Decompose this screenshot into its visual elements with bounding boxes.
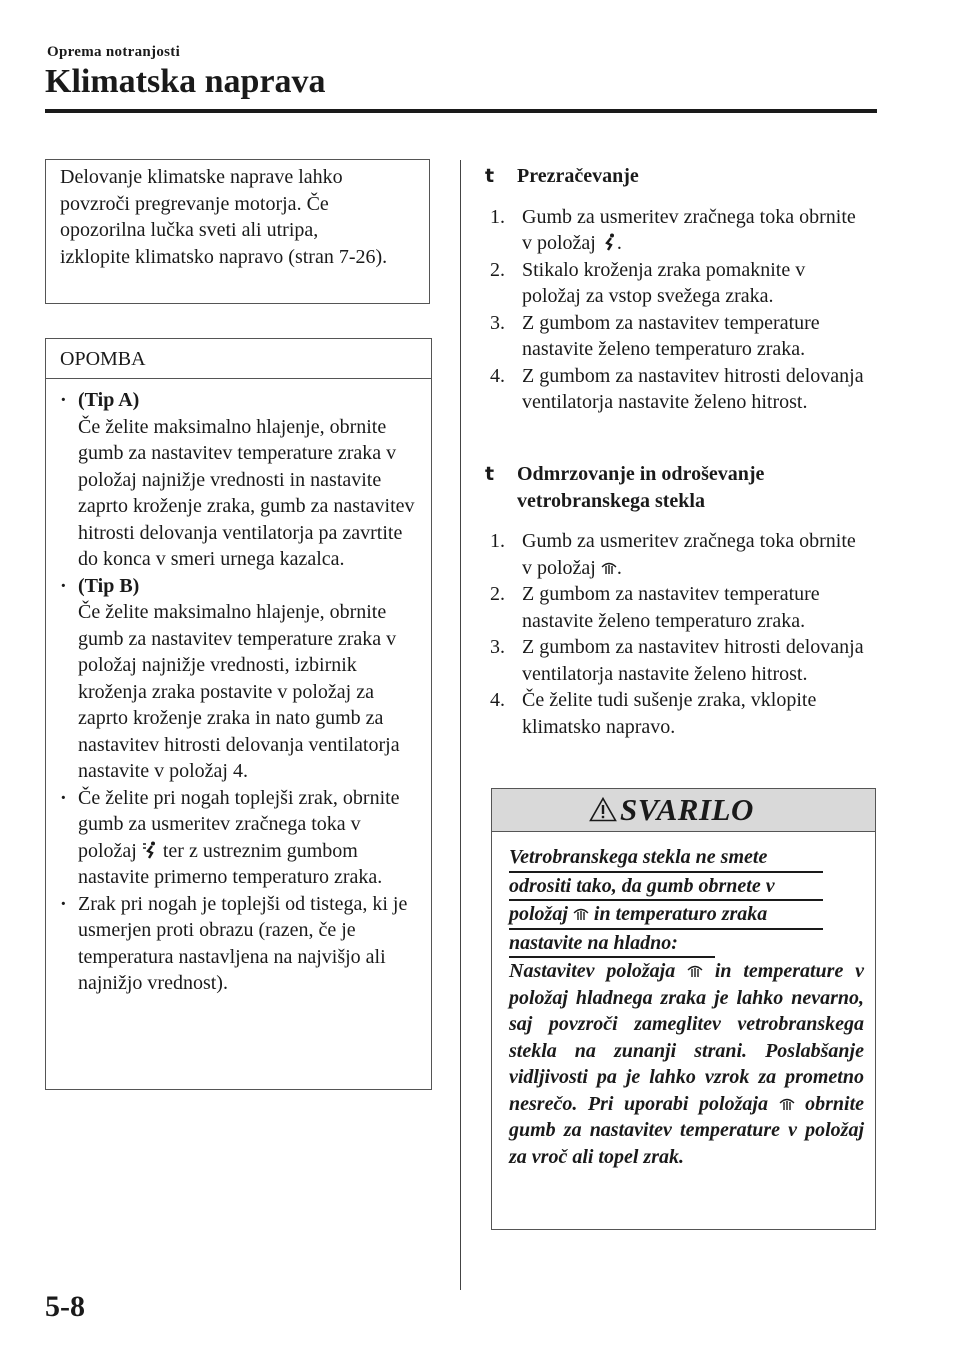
note-box xyxy=(45,338,432,1090)
bullet-dot: · xyxy=(60,786,67,809)
step-number: 4. xyxy=(490,689,505,711)
section-title: Prezračevanje xyxy=(517,165,639,187)
step-number: 1. xyxy=(490,530,505,552)
note-title: OPOMBA xyxy=(60,348,146,370)
warning-line: nastavite na hladno: xyxy=(509,930,715,959)
step-item xyxy=(485,310,865,363)
bullet-dot: · xyxy=(60,574,67,597)
step-item xyxy=(485,204,865,257)
step-text: Gumb za usmeritev zračnega toka obrnite v položaj xyxy=(522,205,856,254)
note-item-text: Če želite pri nogah toplejši zrak, obrnite gumb za usmeritev zračnega toka v položaj xyxy=(78,786,400,862)
warning-body xyxy=(509,844,864,1170)
windshield-defrost-icon xyxy=(687,961,703,979)
caution-box xyxy=(45,159,430,304)
warning-header xyxy=(492,789,875,832)
bullet-dot: · xyxy=(60,389,67,411)
warning-line: odrositi tako, da gumb obrnete v xyxy=(509,873,823,902)
header-rule xyxy=(45,109,877,113)
step-number: 3. xyxy=(490,311,505,334)
note-item-text: Če želite maksimalno hlajenje, obrnite gumb za nastavitev temperature zraka v položaj najnižje vrednosti, izbirnik kroženja zraka postavite v položaj za zaprto kroženje zraka in nato gumb za nastavitev hitrosti delovanja ventilatorja nastavite v položaj 4. xyxy=(78,601,400,782)
step-text: Z gumbom za nastavitev hitrosti delovanja ventilatorja nastavite želeno hitrost. xyxy=(522,364,864,413)
step-number: 4. xyxy=(490,364,505,387)
windshield-defrost-icon xyxy=(779,1094,795,1112)
warning-text: obrnite gumb za nastavitev temperature v položaj za vroč ali topel zrak. xyxy=(509,1092,865,1168)
feet-airflow-icon xyxy=(601,233,617,251)
step-number: 3. xyxy=(490,636,505,658)
warning-line: Vetrobranskega stekla ne smete xyxy=(509,844,823,873)
step-text: Stikalo kroženja zraka pomaknite v položaj za vstop svežega zraka. xyxy=(522,258,806,307)
warning-text: Nastavitev položaja xyxy=(509,960,676,982)
warning-text: položaj xyxy=(509,903,568,925)
step-item xyxy=(485,363,865,416)
defrost-section xyxy=(485,461,865,740)
caution-text: Delovanje klimatske naprave lahko povzroči pregrevanje motorja. Če opozorilna lučka sveti ali utripa, izklopite klimatsko napravo (stran 7-26). xyxy=(60,166,388,268)
feet-defrost-icon xyxy=(142,841,158,859)
note-item-text: ter z ustreznim gumbom nastavite primerno temperaturo zraka. xyxy=(78,839,383,888)
page-number: 5-8 xyxy=(45,1290,85,1323)
warning-line xyxy=(509,901,823,930)
step-number: 2. xyxy=(490,583,505,605)
step-item xyxy=(485,528,865,581)
section-marker: t xyxy=(485,165,495,187)
step-text: . xyxy=(616,232,622,254)
step-item xyxy=(485,257,865,310)
note-body xyxy=(60,387,422,997)
note-item xyxy=(60,573,422,785)
warning-text: in temperature v položaj hladnega zraka je lahko nevarno, saj povzroči zameglitev vetrobranskega stekla na zunanji strani. Poslabšanje vidljivosti pa je lahko vzrok za prometno nesrečo. Pri uporabi položaja xyxy=(509,960,865,1115)
step-text: . xyxy=(616,556,622,579)
section-marker: t xyxy=(485,463,495,485)
windshield-defrost-icon xyxy=(573,904,589,922)
step-list xyxy=(485,204,865,416)
note-item xyxy=(60,387,422,573)
note-item-label: (Tip A) xyxy=(78,389,140,411)
section-heading xyxy=(485,461,865,514)
step-text: Z gumbom za nastavitev hitrosti delovanja ventilatorja nastavite želeno hitrost. xyxy=(522,636,864,685)
warning-triangle-icon xyxy=(589,797,617,822)
note-item xyxy=(60,785,422,891)
step-item xyxy=(485,687,865,740)
step-text: Če želite tudi sušenje zraka, vklopite klimatsko napravo. xyxy=(522,689,817,738)
note-rule xyxy=(46,378,431,379)
note-item-text: Če želite maksimalno hlajenje, obrnite gumb za nastavitev temperature zraka v položaj najnižje vrednosti in nastavite zaprto kroženje zraka, gumb za nastavitev hitrosti delovanja ventilatorja pa zavrtite do konca v smeri urnega kazalca. xyxy=(78,415,415,570)
step-text: Gumb za usmeritev zračnega toka obrnite v položaj xyxy=(522,530,856,579)
note-item xyxy=(60,891,422,997)
note-item-label: (Tip B) xyxy=(78,574,140,597)
warning-title: SVARILO xyxy=(620,792,754,827)
step-text: Z gumbom za nastavitev temperature nastavite želeno temperaturo zraka. xyxy=(522,311,820,360)
step-number: 1. xyxy=(490,205,505,228)
section-label: Oprema notranjosti xyxy=(47,44,181,60)
step-text: Z gumbom za nastavitev temperature nastavite želeno temperaturo zraka. xyxy=(522,583,820,632)
warning-paragraph xyxy=(509,958,864,1170)
column-divider xyxy=(460,160,461,1290)
note-item-text: Zrak pri nogah je toplejši od tistega, ki je usmerjen proti obrazu (razen, če je temperatura nastavljena na najvišjo ali najnižjo vrednost). xyxy=(78,892,408,994)
warning-box xyxy=(491,788,876,1230)
windshield-defrost-icon xyxy=(601,558,617,576)
page-title: Klimatska naprava xyxy=(45,63,326,100)
section-heading xyxy=(485,163,865,190)
ventilation-section xyxy=(485,163,865,416)
step-list xyxy=(485,528,865,740)
step-number: 2. xyxy=(490,258,505,281)
step-item xyxy=(485,581,865,634)
bullet-dot: · xyxy=(60,892,67,915)
section-title: Odmrzovanje in odroševanje vetrobranskega stekla xyxy=(517,463,765,512)
warning-text: in temperaturo zraka xyxy=(593,903,768,925)
step-item xyxy=(485,634,865,687)
